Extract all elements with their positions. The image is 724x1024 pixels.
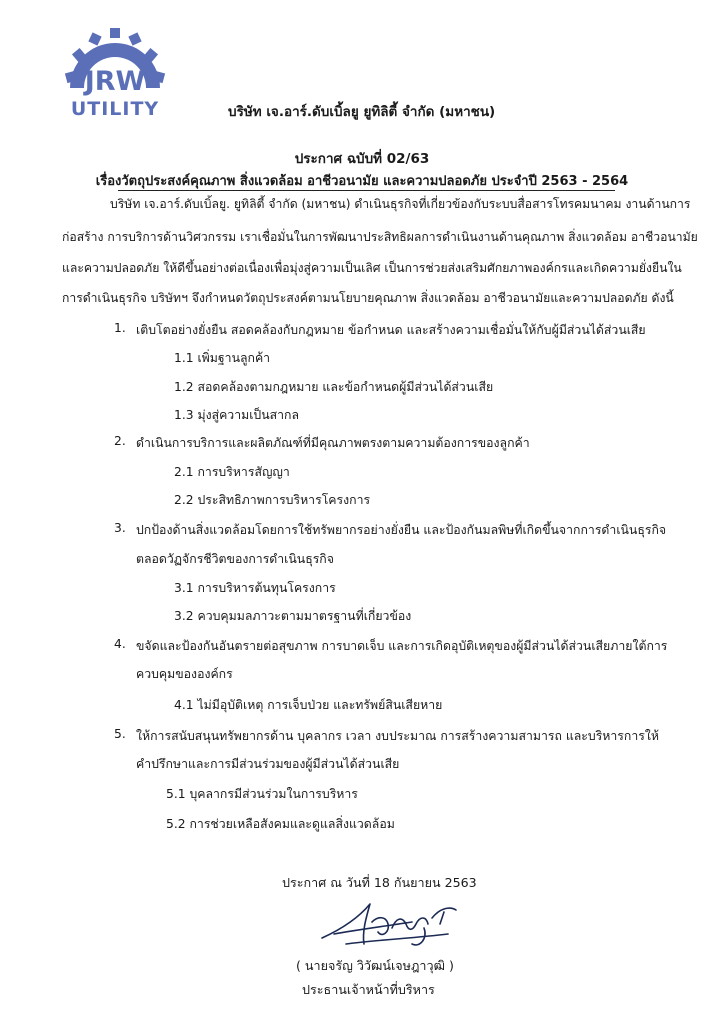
company-logo <box>62 20 168 120</box>
sub-objective: 1.3 มุ่งสู่ความเป็นสากล <box>174 408 300 422</box>
objective-number: 5. <box>114 727 126 741</box>
objective-number: 2. <box>114 434 126 448</box>
sub-objective: 3.1 การบริหารต้นทุนโครงการ <box>174 581 336 595</box>
sub-objective: 2.2 ประสิทธิภาพการบริหารโครงการ <box>174 493 371 507</box>
sub-objective: 3.2 ควบคุมมลภาวะตามมาตรฐานที่เกี่ยวข้อง <box>174 609 412 623</box>
company-name: บริษัท เจ.อาร์.ดับเบิ้ลยู ยูทิลิตี้ จำกัด (มหาชน) <box>228 104 496 120</box>
sub-objective: 5.1 บุคลากรมีส่วนร่วมในการบริหาร <box>166 787 358 801</box>
objective-text: ให้การสนับสนุนทรัพยากรด้าน บุคลากร เวลา งบประมาณ การสร้างความสามารถ และบริหารการให้ <box>136 729 659 743</box>
objective-text: เติบโตอย่างยั่งยืน สอดคล้องกับกฎหมาย ข้อกำหนด และสร้างความเชื่อมั่นให้กับผู้มีส่วนได้ส่วนเสีย <box>136 323 646 337</box>
objective-text: ปกป้องด้านสิ่งแวดล้อมโดยการใช้ทรัพยากรอย่างยั่งยืน และป้องกันมลพิษที่เกิดขึ้นจากการดำเนินธุรกิจ <box>136 523 667 537</box>
sub-objective: 2.1 การบริหารสัญญา <box>174 465 290 479</box>
subject-underline <box>118 190 615 191</box>
intro-line: การดำเนินธุรกิจ บริษัทฯ จึงกำหนดวัตถุประสงค์ตามนโยบายคุณภาพ สิ่งแวดล้อม อาชีวอนามัยและความปลอดภัย ดังนี้ <box>62 291 674 305</box>
objective-text: ขจัดและป้องกันอันตรายต่อสุขภาพ การบาดเจ็บ และการเกิดอุบัติเหตุของผู้มีส่วนได้ส่วนเสียภายใต้การ <box>136 639 668 653</box>
signature <box>316 894 468 954</box>
objective-number: 1. <box>114 321 126 335</box>
objective-text: ดำเนินการบริการและผลิตภัณฑ์ที่มีคุณภาพตรงตามความต้องการของลูกค้า <box>136 436 530 450</box>
logo-letters: JRW <box>84 66 146 97</box>
objective-number: 3. <box>114 521 126 535</box>
objective-text: ตลอดวัฏจักรชีวิตของการดำเนินธุรกิจ <box>136 552 334 566</box>
announcement-date: ประกาศ ณ วันที่ 18 กันยายน 2563 <box>282 875 477 890</box>
sub-objective: 1.2 สอดคล้องตามกฎหมาย และข้อกำหนดผู้มีส่วนได้ส่วนเสีย <box>174 380 494 394</box>
signer-position: ประธานเจ้าหน้าที่บริหาร <box>302 982 435 997</box>
intro-line: ก่อสร้าง การบริการด้านวิศวกรรม เราเชื่อมั่นในการพัฒนาประสิทธิผลการดำเนินงานด้านคุณภาพ สิ่งแวดล้อม อาชีวอนามัย <box>62 230 698 244</box>
intro-line: บริษัท เจ.อาร์.ดับเบิ้ลยู. ยูทิลิตี้ จำกัด (มหาชน) ดำเนินธุรกิจที่เกี่ยวข้องกับระบบสื่อสารโทรคมนาคม งานด้านการ <box>110 197 691 211</box>
sub-objective: 5.2 การช่วยเหลือสังคมและดูแลสิ่งแวดล้อม <box>166 817 395 831</box>
intro-line: และความปลอดภัย ให้ดีขึ้นอย่างต่อเนื่องเพื่อมุ่งสู่ความเป็นเลิศ เป็นการช่วยส่งเสริมศักยภาพองค์กรและเกิดความยั่งยืนใน <box>62 261 682 275</box>
signer-name: ( นายจรัญ วิวัฒน์เจษฎาวุฒิ ) <box>296 958 454 973</box>
sub-objective: 1.1 เพิ่มฐานลูกค้า <box>174 351 271 365</box>
logo-text: UTILITY <box>70 98 160 120</box>
gear-logo-icon <box>62 20 168 120</box>
objective-number: 4. <box>114 637 126 651</box>
objective-text: คำปรึกษาและการมีส่วนร่วมของผู้มีส่วนได้ส่วนเสีย <box>136 757 400 771</box>
objective-text: ควบคุมขององค์กร <box>136 667 233 681</box>
signature-image <box>316 894 468 954</box>
announcement-subject: เรื่องวัตถุประสงค์คุณภาพ สิ่งแวดล้อม อาชีวอนามัย และความปลอดภัย ประจำปี 2563 - 2564 <box>95 174 629 189</box>
sub-objective: 4.1 ไม่มีอุบัติเหตุ การเจ็บป่วย และทรัพย์สินเสียหาย <box>174 698 443 712</box>
announcement-number: ประกาศ ฉบับที่ 02/63 <box>294 151 430 167</box>
